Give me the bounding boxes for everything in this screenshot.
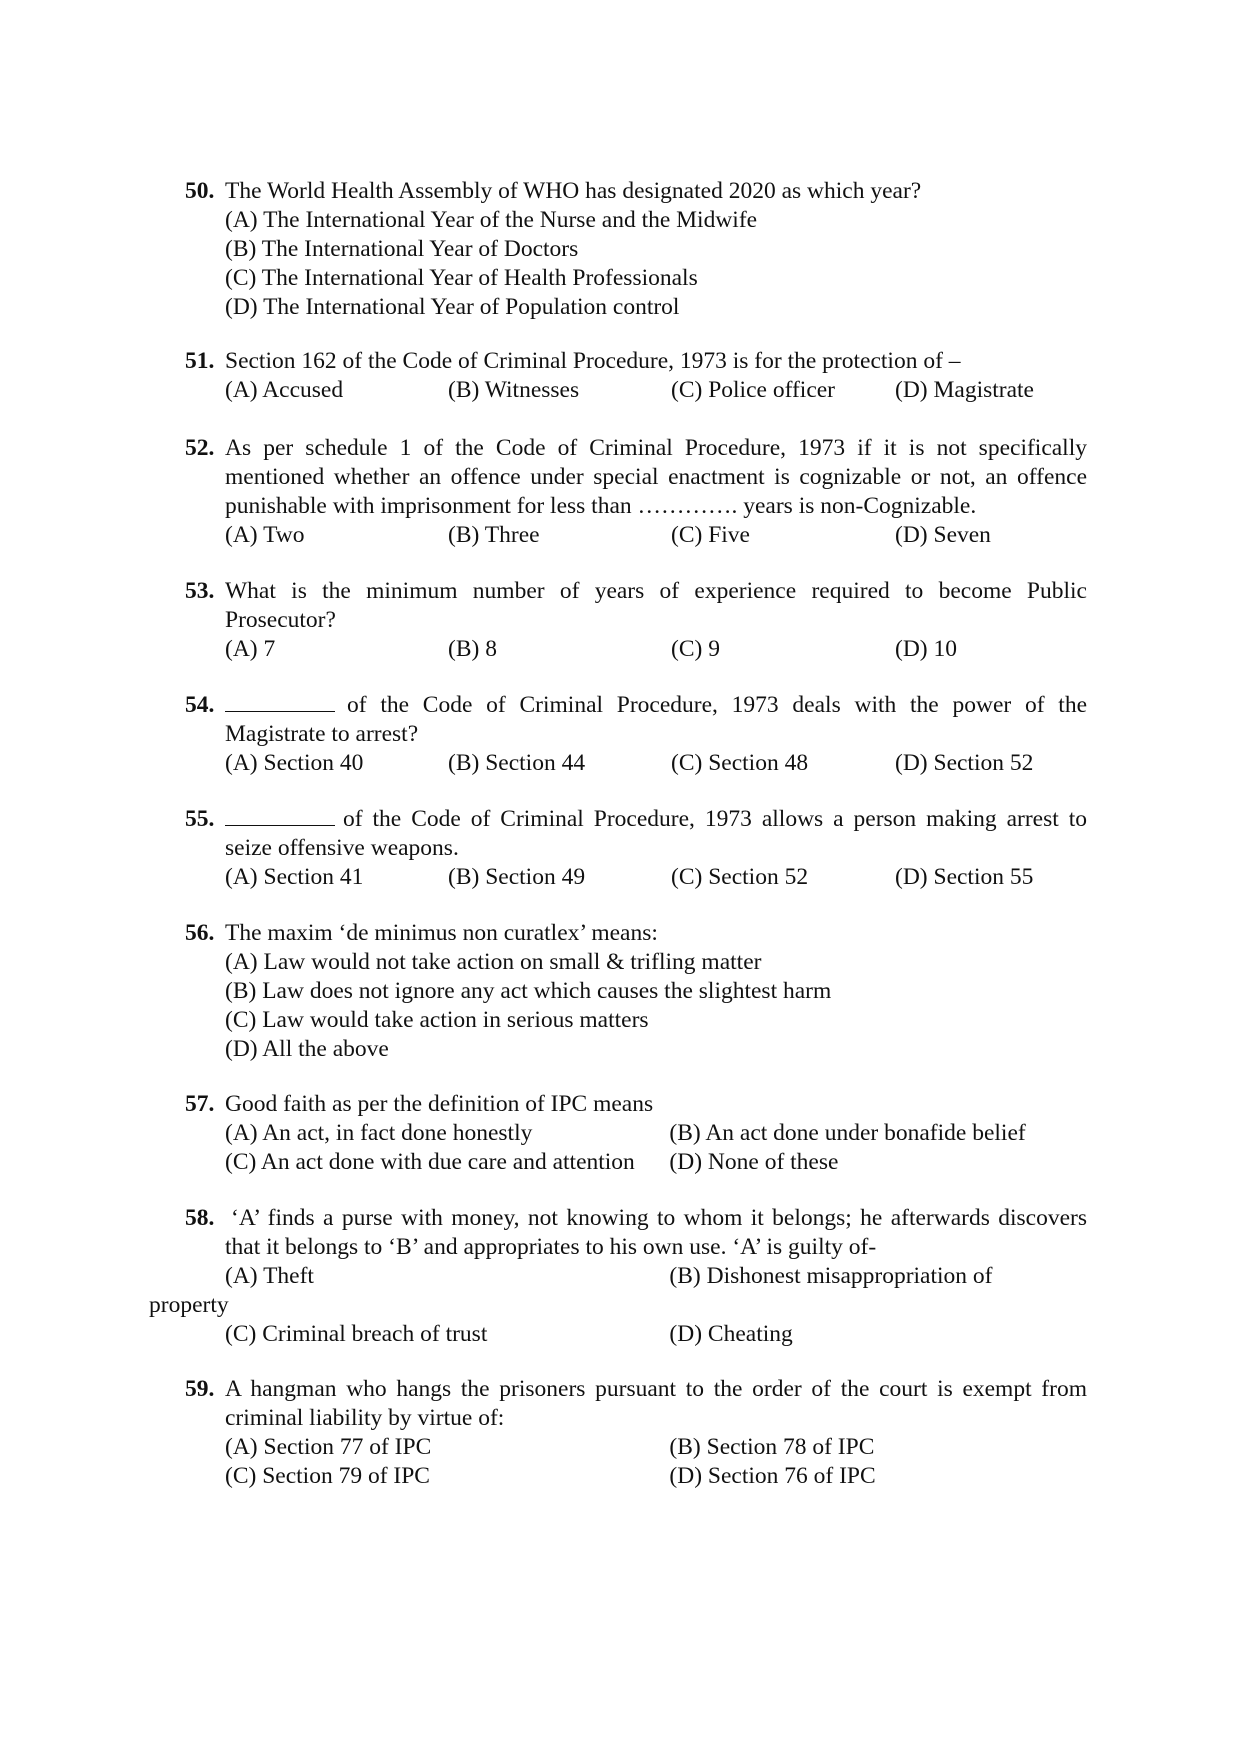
question-stem-line <box>225 691 1087 720</box>
option-a: (A) An act, in fact done honestly <box>225 1120 533 1146</box>
option-b: (B) 8 <box>448 636 497 662</box>
options-row <box>225 863 1087 892</box>
option-c: (C) An act done with due care and attention <box>225 1149 635 1175</box>
question-number: 50. <box>185 178 215 204</box>
question-number: 59. <box>185 1376 215 1402</box>
fill-blank <box>225 691 335 712</box>
option-c: (C) Section 48 <box>671 750 809 776</box>
options-row <box>225 749 1087 778</box>
option-c: (C) Police officer <box>671 377 836 403</box>
question-number: 53. <box>185 578 215 604</box>
option-b: (B) Law does not ignore any act which causes the slightest harm <box>225 978 832 1004</box>
question-stem: The World Health Assembly of WHO has designated 2020 as which year? <box>225 178 922 204</box>
option-b: (B) Dishonest misappropriation of <box>669 1263 993 1289</box>
question-50 <box>185 177 1087 322</box>
question-stem-line: Prosecutor? <box>225 607 336 633</box>
option-a: (A) Section 40 <box>225 750 364 776</box>
question-58 <box>185 1204 1087 1349</box>
question-stem-line: A hangman who hangs the prisoners pursuant to the order of the court is exempt from <box>225 1376 1087 1402</box>
question-stem-line: mentioned whether an offence under special enactment is cognizable or not, an offence <box>225 464 1087 490</box>
option-a: (A) Section 77 of IPC <box>225 1434 432 1460</box>
question-stem-line: that it belongs to ‘B’ and appropriates to his own use. ‘A’ is guilty of- <box>225 1234 877 1260</box>
question-number: 57. <box>185 1091 215 1117</box>
option-d: (D) Magistrate <box>895 377 1034 403</box>
option-c: (C) Law would take action in serious matters <box>225 1007 649 1033</box>
option-c: (C) Five <box>671 522 750 548</box>
option-b: (B) Section 78 of IPC <box>669 1434 875 1460</box>
option-b: (B) Section 49 <box>448 864 586 890</box>
option-b: (B) Three <box>448 522 540 548</box>
option-c: (C) Criminal breach of trust <box>225 1321 488 1347</box>
option-c: (C) Section 52 <box>671 864 809 890</box>
question-stem-line: ‘A’ finds a purse with money, not knowing to whom it belongs; he afterwards discovers <box>231 1205 1087 1231</box>
question-57 <box>185 1090 1087 1177</box>
option-b: (B) Witnesses <box>448 377 580 403</box>
option-d: (D) Seven <box>895 522 991 548</box>
question-stem-line: seize offensive weapons. <box>225 835 459 861</box>
option-a: (A) Two <box>225 522 305 548</box>
question-stem-line: punishable with imprisonment for less than …………. years is non-Cognizable. <box>225 493 977 519</box>
option-b: (B) An act done under bonafide belief <box>669 1120 1026 1146</box>
option-b: (B) The International Year of Doctors <box>225 236 579 262</box>
options-row <box>225 1462 1087 1491</box>
question-number: 55. <box>185 806 215 832</box>
question-stem-text: of the Code of Criminal Procedure, 1973 deals with the power of the <box>347 692 1087 718</box>
question-stem-line <box>225 805 1087 834</box>
question-55 <box>185 805 1087 892</box>
option-d: (D) Cheating <box>669 1321 793 1347</box>
option-a: (A) Law would not take action on small & trifling matter <box>225 949 762 975</box>
question-53 <box>185 577 1087 664</box>
question-stem-line: As per schedule 1 of the Code of Criminal Procedure, 1973 if it is not specifically <box>225 435 1087 461</box>
question-number: 58. <box>185 1205 215 1231</box>
options-row <box>225 1320 1087 1349</box>
question-number: 52. <box>185 435 215 461</box>
option-d: (D) All the above <box>225 1036 389 1062</box>
options-row <box>225 1433 1087 1462</box>
question-stem-line: What is the minimum number of years of experience required to become Public <box>225 578 1087 604</box>
options-row <box>225 1262 1087 1291</box>
question-54 <box>185 691 1087 778</box>
option-a: (A) Accused <box>225 377 344 403</box>
question-59 <box>185 1375 1087 1491</box>
option-d: (D) None of these <box>669 1149 839 1175</box>
option-c: (C) The International Year of Health Professionals <box>225 265 698 291</box>
question-number: 51. <box>185 348 215 374</box>
question-number: 54. <box>185 692 215 718</box>
option-d: (D) Section 55 <box>895 864 1034 890</box>
question-56 <box>185 919 1087 1064</box>
option-a: (A) Theft <box>225 1263 314 1289</box>
option-d: (D) Section 52 <box>895 750 1034 776</box>
options-row <box>225 1148 1087 1177</box>
option-b-continuation: property <box>149 1292 229 1318</box>
option-b: (B) Section 44 <box>448 750 586 776</box>
option-a: (A) Section 41 <box>225 864 364 890</box>
options-row <box>225 635 1087 664</box>
option-d: (D) Section 76 of IPC <box>669 1463 876 1489</box>
question-stem: The maxim ‘de minimus non curatlex’ means: <box>225 920 658 946</box>
option-a: (A) 7 <box>225 636 276 662</box>
options-row <box>225 1119 1087 1148</box>
fill-blank <box>225 805 335 826</box>
option-d: (D) The International Year of Population control <box>225 294 680 320</box>
question-51 <box>185 347 1087 405</box>
option-d: (D) 10 <box>895 636 957 662</box>
question-52 <box>185 434 1087 550</box>
option-a: (A) The International Year of the Nurse and the Midwife <box>225 207 758 233</box>
question-stem-text: of the Code of Criminal Procedure, 1973 allows a person making arrest to <box>343 806 1087 832</box>
question-stem-line: criminal liability by virtue of: <box>225 1405 505 1431</box>
question-number: 56. <box>185 920 215 946</box>
question-stem-line: Magistrate to arrest? <box>225 721 419 747</box>
question-stem: Section 162 of the Code of Criminal Procedure, 1973 is for the protection of – <box>225 348 961 374</box>
option-c: (C) 9 <box>671 636 720 662</box>
option-c: (C) Section 79 of IPC <box>225 1463 430 1489</box>
options-row <box>225 521 1087 550</box>
options-row <box>225 376 1087 405</box>
question-stem: Good faith as per the definition of IPC means <box>225 1091 654 1117</box>
